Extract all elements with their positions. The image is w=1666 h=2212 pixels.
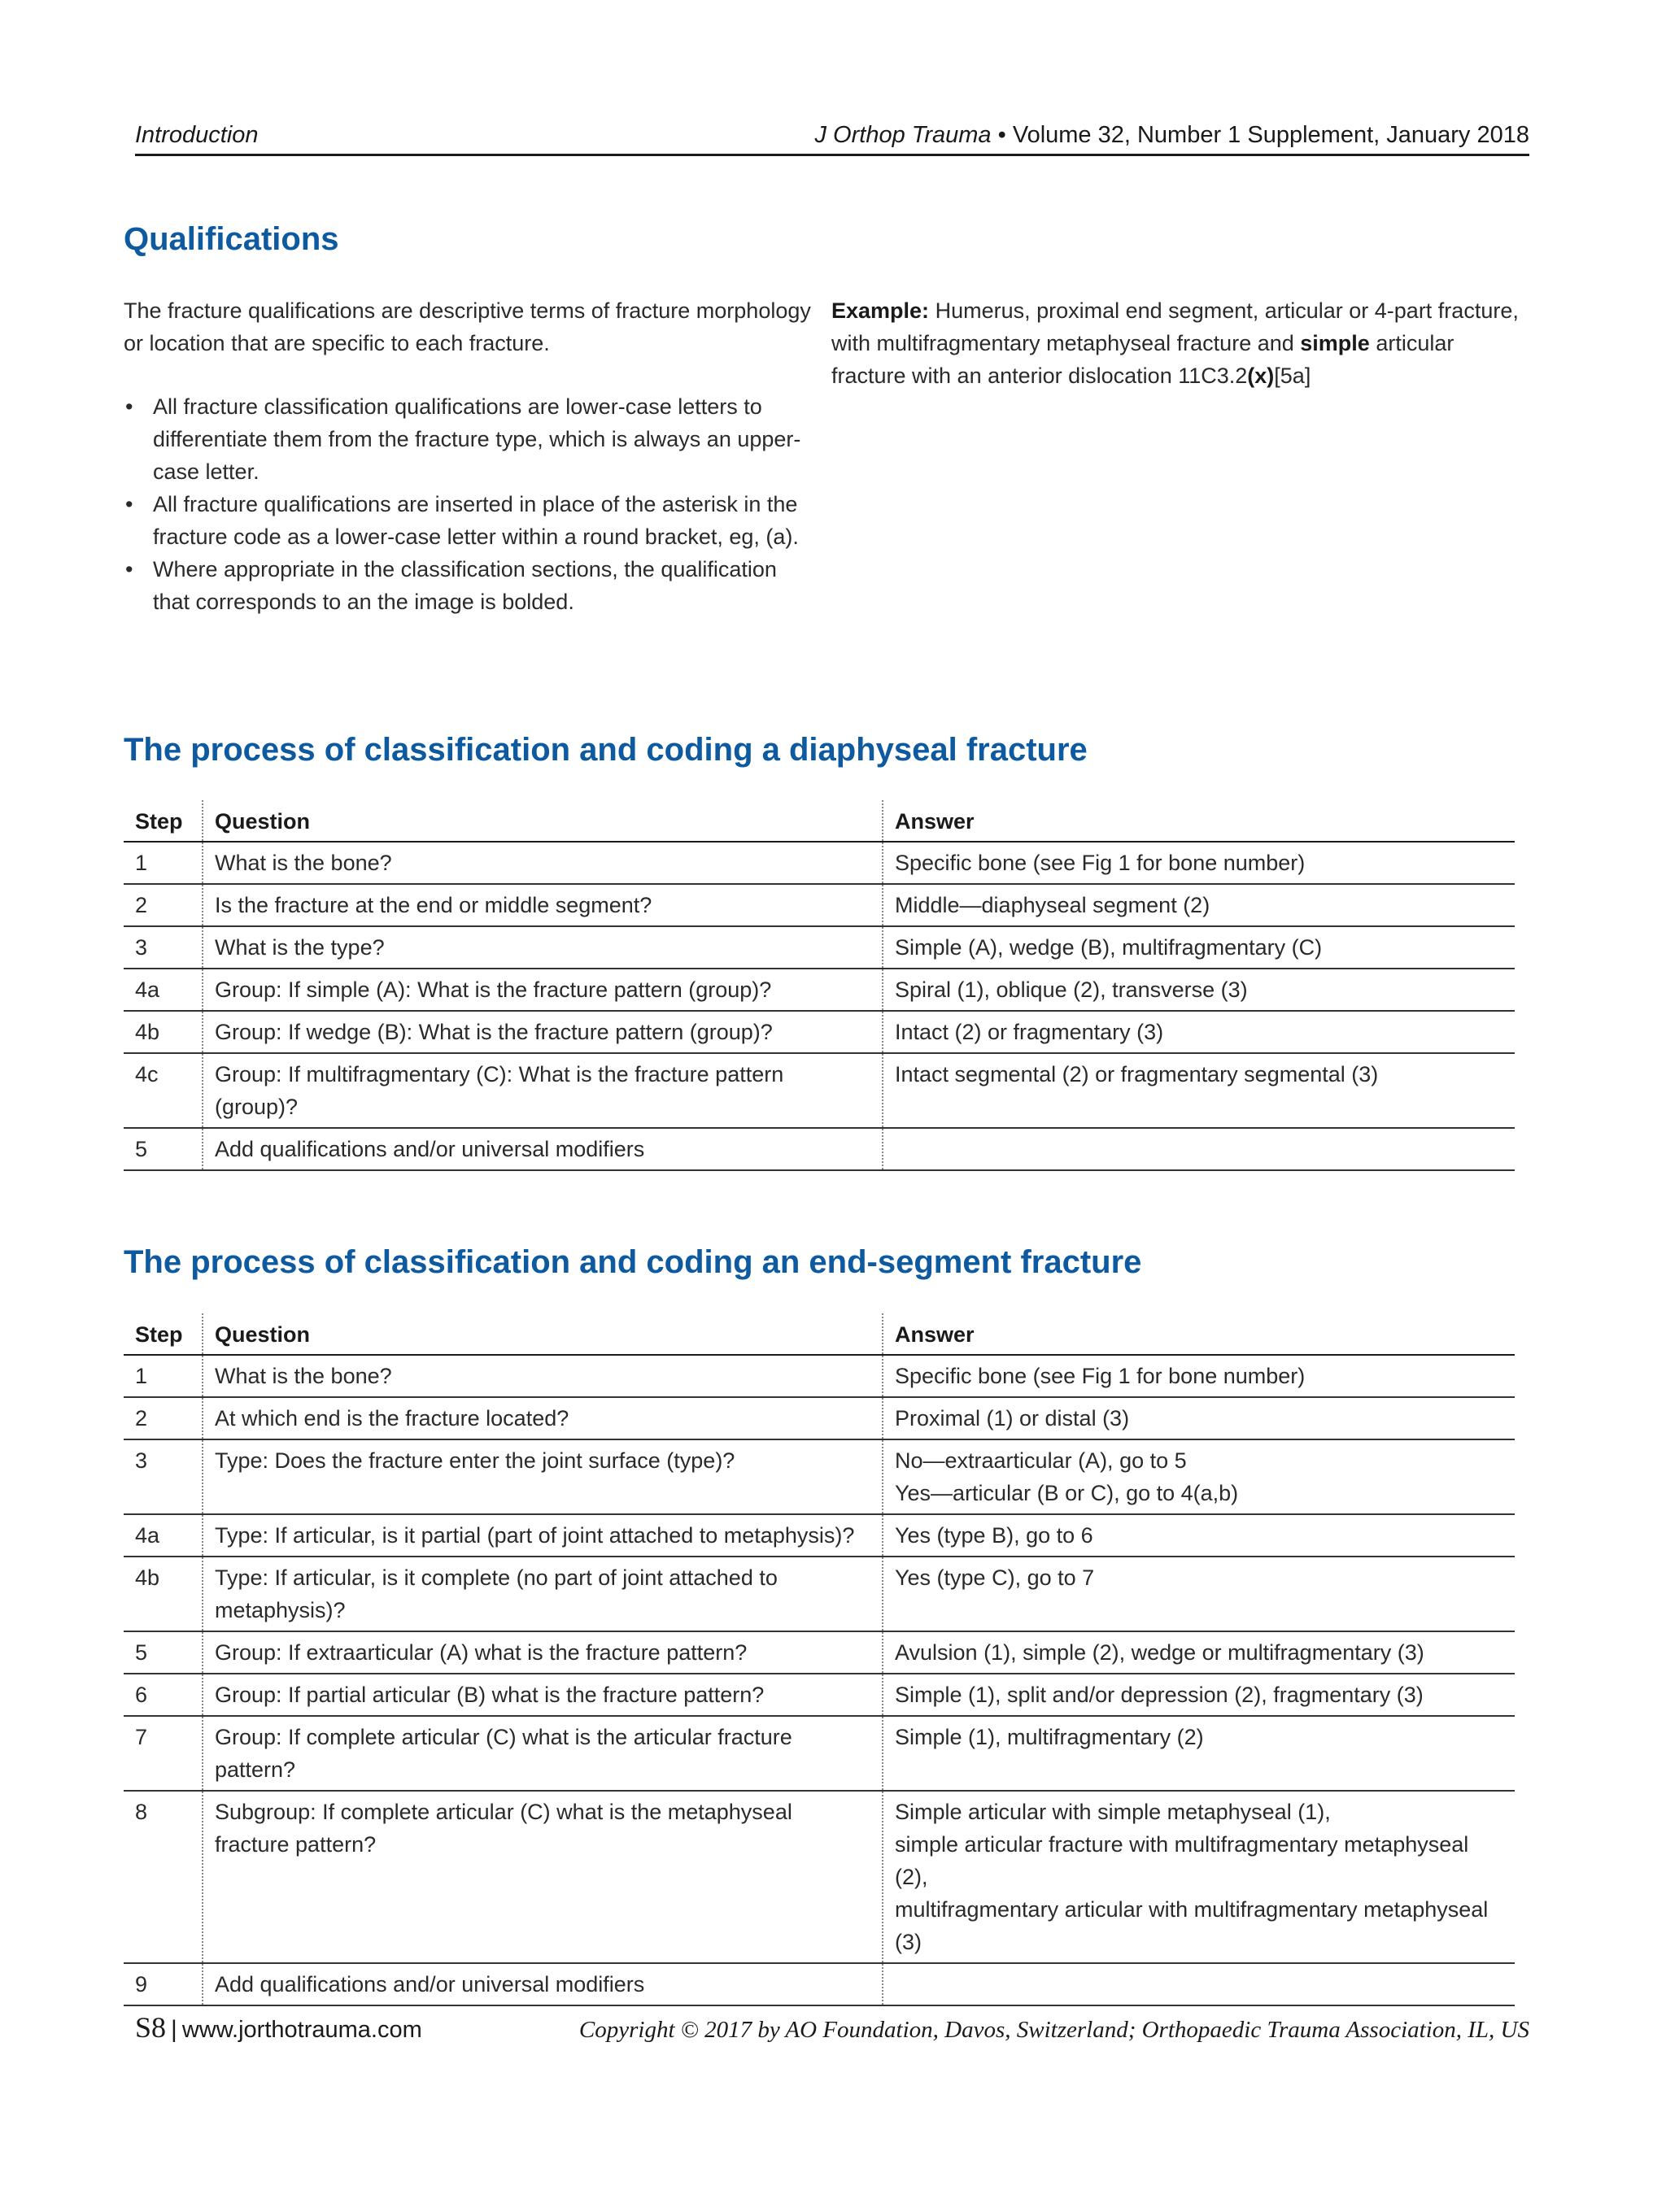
table-row — [124, 1439, 1515, 1514]
cell-step: 5 — [124, 1128, 203, 1170]
issue-info: Volume 32, Number 1 Supplement, January 2018 — [1012, 122, 1529, 148]
cell-question: Subgroup: If complete articular (C) what is the metaphyseal fracture pattern? — [203, 1791, 883, 1963]
table-row — [124, 1674, 1515, 1716]
cell-question: Group: If extraarticular (A) what is the fracture pattern? — [203, 1631, 883, 1674]
cell-answer — [883, 1963, 1515, 2005]
bullet-text: All fracture qualifications are inserted in place of the asterisk in the fracture code as a lower-case letter within a round bracket, eg, (a). — [153, 492, 799, 549]
column-header-step: Step — [124, 800, 203, 842]
copyright-notice: Copyright © 2017 by AO Foundation, Davos, Switzerland; Orthopaedic Trauma Association, IL, US — [578, 2017, 1529, 2043]
table-row — [124, 969, 1515, 1011]
table-row — [124, 842, 1515, 884]
cell-answer: Simple articular with simple metaphyseal (1), simple articular fracture with multifragmentary metaphyseal (2), multifragmentary articular with multifragmentary metaphyseal (3) — [883, 1791, 1515, 1963]
cell-answer: Intact segmental (2) or fragmentary segmental (3) — [883, 1053, 1515, 1128]
table-row — [124, 1716, 1515, 1791]
cell-question: Type: If articular, is it partial (part of joint attached to metaphysis)? — [203, 1514, 883, 1557]
footer-separator: | — [171, 2016, 177, 2043]
page-footer — [135, 2010, 1529, 2044]
cell-answer: Spiral (1), oblique (2), transverse (3) — [883, 969, 1515, 1011]
bullet-icon: • — [125, 557, 133, 581]
cell-answer — [883, 1128, 1515, 1170]
column-header-answer: Answer — [883, 800, 1515, 842]
cell-question: Group: If complete articular (C) what is the articular fracture pattern? — [203, 1716, 883, 1791]
end-segment-table-heading: The process of classification and coding an end-segment fracture — [124, 1244, 1142, 1280]
bullet-item — [124, 553, 815, 618]
table-row — [124, 1397, 1515, 1439]
example-text-part2: articular fracture with an anterior dislocation 11C3.2 — [831, 331, 1454, 388]
cell-answer: Specific bone (see Fig 1 for bone number) — [883, 1355, 1515, 1397]
qualifications-example — [831, 294, 1531, 392]
bullet-text: Where appropriate in the classification sections, the qualification that corresponds to an the image is bolded. — [153, 557, 777, 614]
cell-step: 8 — [124, 1791, 203, 1963]
cell-step: 4a — [124, 1514, 203, 1557]
column-header-answer: Answer — [883, 1313, 1515, 1355]
cell-answer: Avulsion (1), simple (2), wedge or multifragmentary (3) — [883, 1631, 1515, 1674]
cell-answer: Yes (type B), go to 6 — [883, 1514, 1515, 1557]
cell-question: What is the bone? — [203, 1355, 883, 1397]
cell-question: Group: If multifragmentary (C): What is the fracture pattern (group)? — [203, 1053, 883, 1128]
end-segment-table — [124, 1313, 1515, 2006]
bullet-icon: • — [125, 492, 133, 516]
cell-step: 7 — [124, 1716, 203, 1791]
cell-step: 6 — [124, 1674, 203, 1716]
cell-answer: Simple (A), wedge (B), multifragmentary (C) — [883, 926, 1515, 969]
bullet-item — [124, 390, 815, 488]
cell-question: What is the bone? — [203, 842, 883, 884]
cell-step: 3 — [124, 1439, 203, 1514]
table-row — [124, 1355, 1515, 1397]
cell-step: 1 — [124, 842, 203, 884]
end-segment-table-body — [124, 1355, 1515, 2005]
cell-answer: Simple (1), split and/or depression (2), fragmentary (3) — [883, 1674, 1515, 1716]
cell-question: Add qualifications and/or universal modifiers — [203, 1963, 883, 2005]
section-label: Introduction — [135, 122, 259, 148]
table-row — [124, 1514, 1515, 1557]
column-header-question: Question — [203, 800, 883, 842]
cell-answer: No—extraarticular (A), go to 5 Yes—articular (B or C), go to 4(a,b) — [883, 1439, 1515, 1514]
column-header-step: Step — [124, 1313, 203, 1355]
cell-step: 4c — [124, 1053, 203, 1128]
example-text-part3: [5a] — [1274, 364, 1311, 388]
cell-question: Group: If partial articular (B) what is the fracture pattern? — [203, 1674, 883, 1716]
table-row — [124, 1963, 1515, 2005]
cell-answer: Intact (2) or fragmentary (3) — [883, 1011, 1515, 1053]
cell-question: Type: Does the fracture enter the joint surface (type)? — [203, 1439, 883, 1514]
column-header-question: Question — [203, 1313, 883, 1355]
running-head — [135, 122, 1529, 156]
cell-step: 2 — [124, 1397, 203, 1439]
diaphyseal-table — [124, 800, 1515, 1171]
cell-step: 5 — [124, 1631, 203, 1674]
example-bold-word: simple — [1300, 331, 1370, 355]
diaphyseal-table-body — [124, 842, 1515, 1170]
journal-name: J Orthop Trauma — [814, 122, 992, 148]
cell-answer: Yes (type C), go to 7 — [883, 1557, 1515, 1631]
table-row — [124, 1053, 1515, 1128]
cell-question: Type: If articular, is it complete (no part of joint attached to metaphysis)? — [203, 1557, 883, 1631]
cell-question: Is the fracture at the end or middle segment? — [203, 884, 883, 926]
cell-step: 4b — [124, 1011, 203, 1053]
cell-question: Group: If wedge (B): What is the fracture pattern (group)? — [203, 1011, 883, 1053]
table-row — [124, 1631, 1515, 1674]
example-label: Example: — [831, 298, 930, 323]
qualifications-intro: The fracture qualifications are descriptive terms of fracture morphology or location that are specific to each fracture. — [124, 298, 811, 355]
cell-step: 9 — [124, 1963, 203, 2005]
journal-citation: J Orthop Trauma • Volume 32, Number 1 Supplement, January 2018 — [814, 122, 1529, 148]
diaphyseal-table-heading: The process of classification and coding a diaphyseal fracture — [124, 732, 1088, 768]
cell-question: Group: If simple (A): What is the fracture pattern (group)? — [203, 969, 883, 1011]
qualifications-bullet-list — [124, 390, 815, 618]
cell-answer: Middle—diaphyseal segment (2) — [883, 884, 1515, 926]
page-number: S8 — [135, 2011, 167, 2044]
table-header-row — [124, 1313, 1515, 1355]
cell-step: 4b — [124, 1557, 203, 1631]
cell-question: What is the type? — [203, 926, 883, 969]
qualifications-heading: Qualifications — [124, 221, 339, 257]
qualifications-left-column — [124, 294, 815, 618]
cell-question: At which end is the fracture located? — [203, 1397, 883, 1439]
bullet-icon: • — [125, 394, 133, 419]
bullet-item — [124, 488, 815, 553]
cell-step: 1 — [124, 1355, 203, 1397]
cell-answer: Specific bone (see Fig 1 for bone number) — [883, 842, 1515, 884]
journal-website: www.jorthotrauma.com — [181, 2017, 422, 2043]
cell-step: 2 — [124, 884, 203, 926]
table-row — [124, 884, 1515, 926]
cell-step: 4a — [124, 969, 203, 1011]
cell-answer: Proximal (1) or distal (3) — [883, 1397, 1515, 1439]
table-row — [124, 1128, 1515, 1170]
table-row — [124, 926, 1515, 969]
cell-step: 3 — [124, 926, 203, 969]
table-header-row — [124, 800, 1515, 842]
cell-answer: Simple (1), multifragmentary (2) — [883, 1716, 1515, 1791]
table-row — [124, 1791, 1515, 1963]
footer-left — [135, 2010, 422, 2044]
bullet-text: All fracture classification qualifications are lower-case letters to differentiate them from the fracture type, which is always an upper-case letter. — [153, 394, 801, 484]
table-row — [124, 1557, 1515, 1631]
example-text-part1: Humerus, proximal end segment, articular or 4-part fracture, with multifragmentary metaphyseal fracture and — [831, 298, 1519, 355]
table-row — [124, 1011, 1515, 1053]
example-bold-code: (x) — [1247, 364, 1275, 388]
cell-question: Add qualifications and/or universal modifiers — [203, 1128, 883, 1170]
